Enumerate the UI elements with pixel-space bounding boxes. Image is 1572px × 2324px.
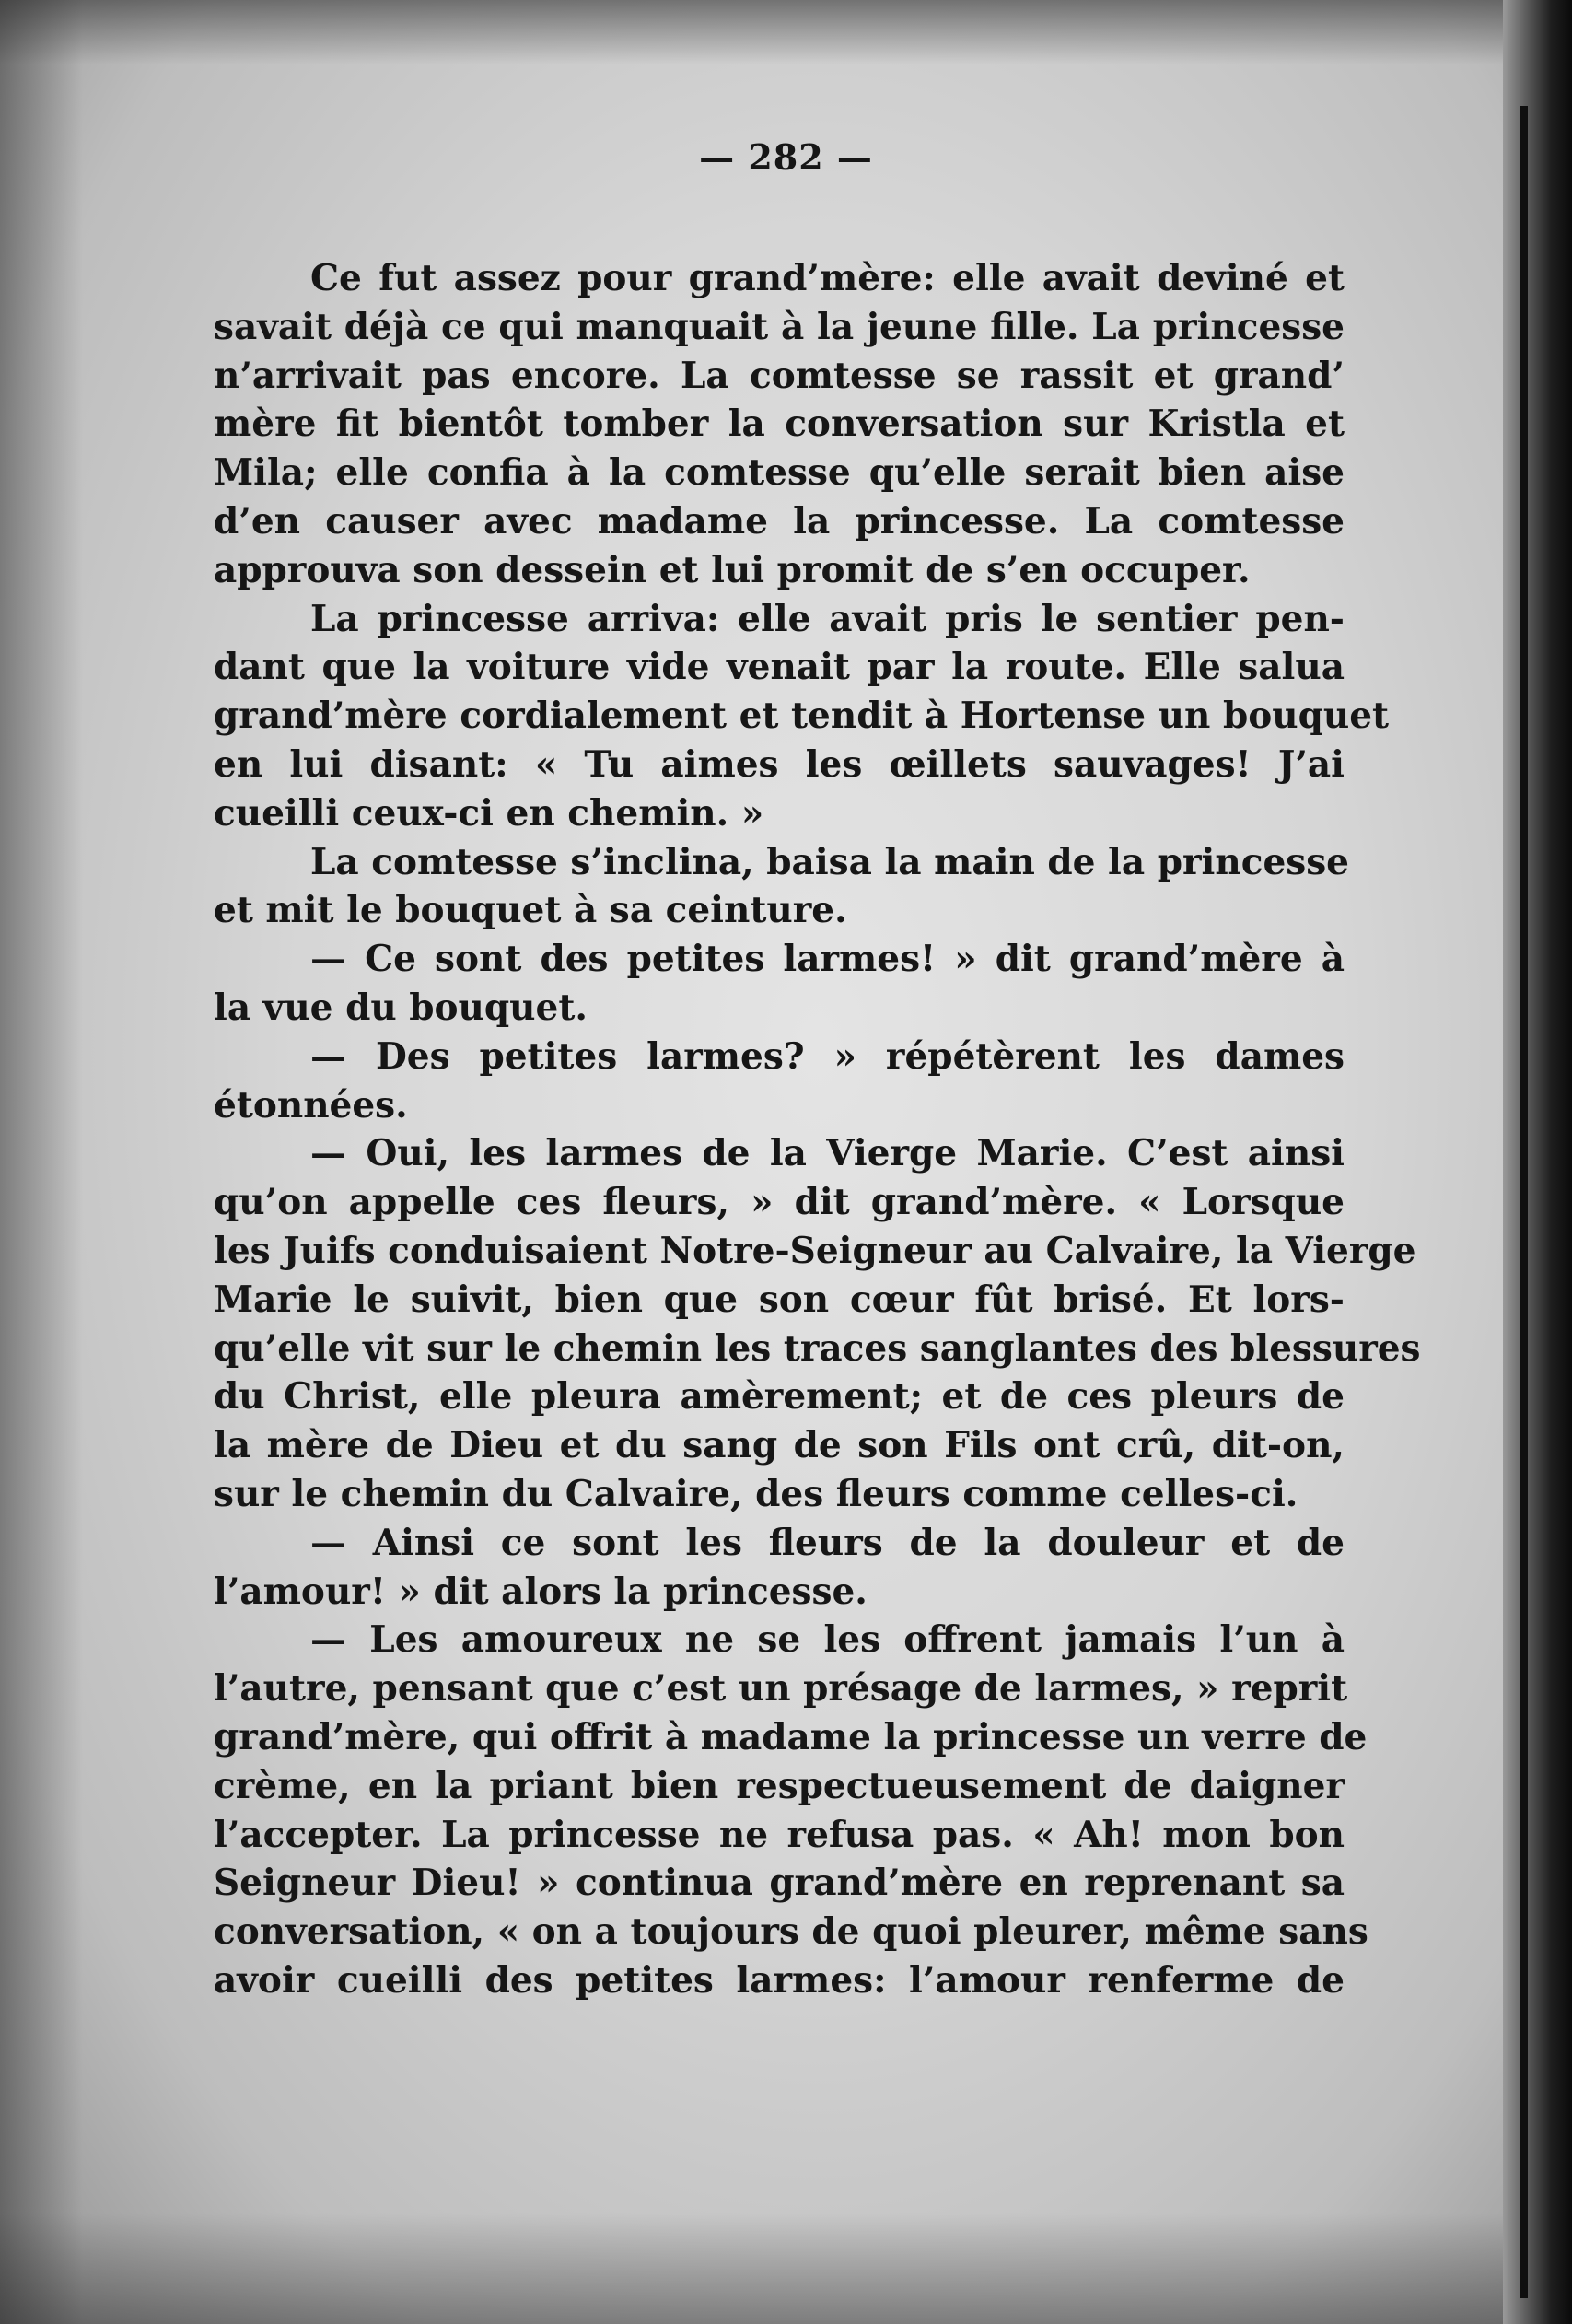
text-line: du Christ, elle pleura amèrement; et de ces pleurs de [214,1375,1345,1419]
text-line: — Les amoureux ne se les offrent jamais l’un à [310,1618,1345,1662]
text-line: les Juifs conduisaient Notre-Seigneur au Calvaire, la Vierge [214,1229,1416,1272]
text-line: grand’mère, qui offrit à madame la princesse un verre de [214,1715,1368,1758]
text-line: d’en causer avec madame la princesse. La comtesse [214,499,1345,543]
text-line: dant que la voiture vide venait par la route. Elle salua [214,646,1345,689]
text-line: — Ainsi ce sont les fleurs de la douleur et de [310,1521,1345,1564]
text-line: savait déjà ce qui manquait à la jeune fille. La princesse [214,305,1345,348]
text-line: approuva son dessein et lui promit de s’en occuper. [214,548,1251,591]
text-line: et mit le bouquet à sa ceinture. [214,889,847,932]
text-line: Mila; elle confia à la comtesse qu’elle serait bien aise [214,451,1345,495]
text-line: — Ce sont des petites larmes! » dit grand’mère à [310,938,1345,981]
text-line: La comtesse s’inclina, baisa la main de la princesse [310,840,1349,883]
body-text [214,254,1421,2005]
page-shadow-top [0,0,1572,64]
text-line: crème, en la priant bien respectueusement de daigner [214,1764,1345,1807]
text-line: n’arrivait pas encore. La comtesse se rassit et grand’ [214,354,1345,397]
text-line: La princesse arriva: elle avait pris le sentier pen- [310,597,1345,640]
text-line: la vue du bouquet. [214,986,588,1029]
text-line: qu’elle vit sur le chemin les traces sanglantes des blessures [214,1326,1421,1370]
page-shadow-left [0,0,83,2324]
text-line: Ce fut assez pour grand’mère: elle avait deviné et [310,257,1345,299]
text-line: — Oui, les larmes de la Vierge Marie. C’est ainsi [310,1132,1345,1175]
text-line: mère fit bientôt tomber la conversation sur Kristla et [214,403,1345,446]
text-line: sur le chemin du Calvaire, des fleurs comme celles-ci. [214,1472,1298,1515]
text-line: étonnées. [214,1083,408,1127]
text-line: en lui disant: « Tu aimes les œillets sauvages! J’ai [214,742,1345,786]
text-line: qu’on appelle ces fleurs, » dit grand’mère. « Lorsque [214,1181,1345,1224]
text-line: la mère de Dieu et du sang de son Fils ont crû, dit-on, [214,1424,1345,1467]
text-line: avoir cueilli des petites larmes: l’amour renferme de [214,1958,1345,2002]
page-shadow-bottom [0,2213,1572,2324]
text-line: l’autre, pensant que c’est un présage de larmes, » reprit [214,1667,1348,1711]
binding-line [1520,106,1528,2298]
text-line: l’amour! » dit alors la princesse. [214,1570,868,1613]
text-line: l’accepter. La princesse ne refusa pas. « Ah! mon bon [214,1813,1345,1856]
text-line: — Des petites larmes? » répétèrent les dames [310,1034,1345,1078]
page-number: — 282 — [699,136,873,178]
text-line: Seigneur Dieu! » continua grand’mère en reprenant sa [214,1862,1345,1905]
text-line: cueilli ceux-ci en chemin. » [214,791,764,835]
book-binding-edge [1503,0,1572,2324]
text-line: Marie le suivit, bien que son cœur fût brisé. Et lors- [214,1278,1345,1321]
text-line: conversation, « on a toujours de quoi pleurer, même sans [214,1910,1368,1954]
text-line: grand’mère cordialement et tendit à Hortense un bouquet [214,695,1390,738]
